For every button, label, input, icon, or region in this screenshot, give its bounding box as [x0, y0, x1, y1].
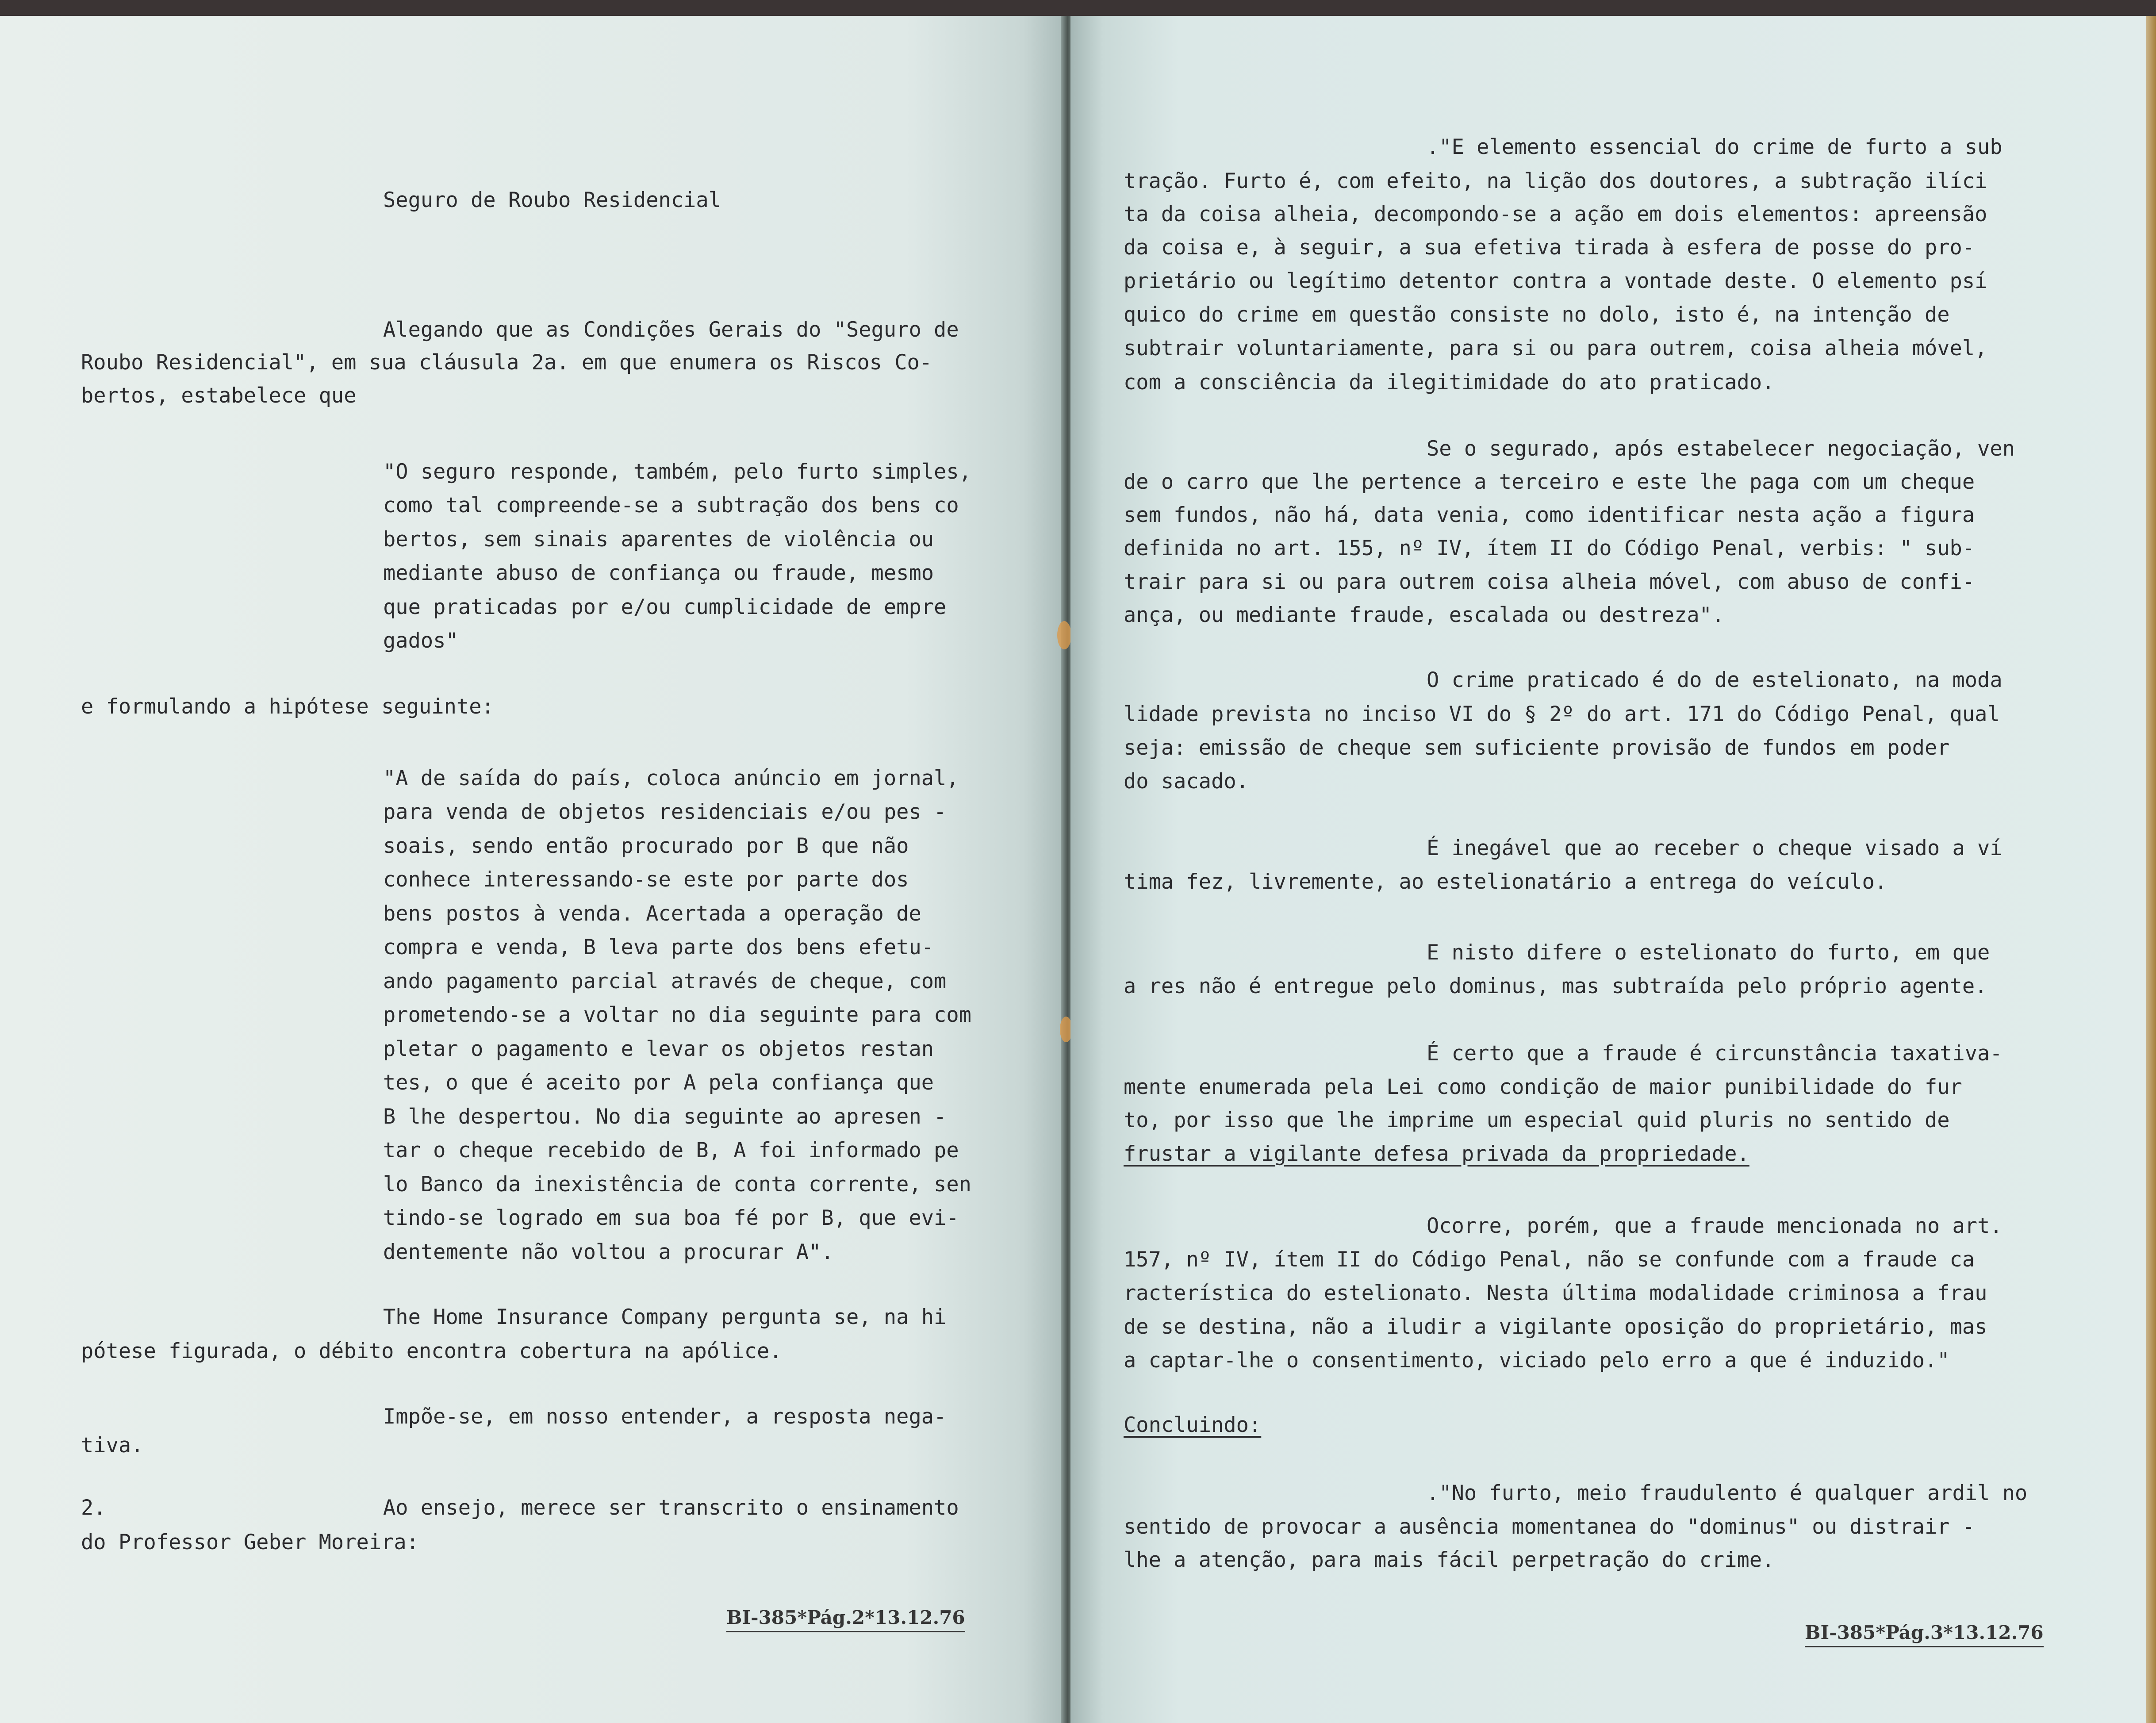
text-line: Impõe-se, em nosso entender, a resposta nega-: [383, 1404, 947, 1429]
text-line: a captar-lhe o consentimento, viciado pelo erro a que é induzido.": [1124, 1348, 1950, 1373]
text-line: bertos, estabelece que: [81, 384, 357, 408]
quote-line: prometendo-se a voltar no dia seguinte para com: [383, 1003, 971, 1027]
text-line: tiva.: [81, 1433, 144, 1458]
text-line: Se o segurado, após estabelecer negociação, ven: [1427, 437, 2015, 461]
quote-line: com a consciência da ilegitimidade do ato praticado.: [1124, 370, 1775, 395]
text-line: trair para si ou para outrem coisa alheia móvel, com abuso de confi-: [1124, 570, 1975, 594]
quote-line: "A de saída do país, coloca anúncio em jornal,: [383, 766, 959, 791]
scan-top-edge: [0, 0, 2156, 16]
document-title: Seguro de Roubo Residencial: [383, 188, 721, 212]
text-line: ança, ou mediante fraude, escalada ou destreza".: [1124, 603, 1725, 627]
quote-line: dentemente não voltou a procurar A".: [383, 1240, 834, 1264]
text-line: É certo que a fraude é circunstância taxativa-: [1427, 1041, 2003, 1066]
text-line: O crime praticado é do de estelionato, na moda: [1427, 668, 2003, 692]
quote-line: tar o cheque recebido de B, A foi informado pe: [383, 1138, 959, 1163]
text-line: sem fundos, não há, data venia, como identificar nesta ação a figura: [1124, 503, 1975, 527]
quote-line: lhe a atenção, para mais fácil perpetração do crime.: [1124, 1548, 1775, 1572]
quote-line: bens postos à venda. Acertada a operação de: [383, 902, 921, 926]
text-line: seja: emissão de cheque sem suficiente provisão de fundos em poder: [1124, 736, 1950, 760]
text-line: a res não é entregue pelo dominus, mas subtraída pelo próprio agente.: [1124, 974, 1987, 998]
quote-line: como tal compreende-se a subtração dos bens co: [383, 493, 959, 518]
quote-line: compra e venda, B leva parte dos bens efetu-: [383, 935, 934, 959]
quote-line: bertos, sem sinais aparentes de violência ou: [383, 527, 934, 552]
right-page: [1070, 16, 2156, 1723]
quote-line: sentido de provocar a ausência momentanea do "dominus" ou distrair -: [1124, 1515, 1975, 1539]
quote-line: tes, o que é aceito por A pela confiança que: [383, 1071, 934, 1095]
quote-line: subtrair voluntariamente, para si ou para outrem, coisa alheia móvel,: [1124, 336, 1987, 361]
left-page: [0, 16, 1066, 1723]
quote-line: mediante abuso de confiança ou fraude, mesmo: [383, 561, 934, 585]
text-line: racterística do estelionato. Nesta última modalidade criminosa a frau: [1124, 1281, 1987, 1305]
quote-line: para venda de objetos residenciais e/ou pes -: [383, 800, 947, 824]
quote-line: B lhe despertou. No dia seguinte ao apresen -: [383, 1105, 947, 1129]
quote-line: "O seguro responde, também, pelo furto simples,: [383, 460, 971, 484]
quote-line: pletar o pagamento e levar os objetos restan: [383, 1037, 934, 1061]
text-line: E nisto difere o estelionato do furto, em que: [1427, 940, 1990, 965]
text-line-underlined: frustar a vigilante defesa privada da propriedade.: [1124, 1142, 1749, 1166]
quote-line: ."No furto, meio fraudulento é qualquer ardil no: [1427, 1481, 2028, 1505]
section-number: 2.: [81, 1496, 106, 1520]
quote-line: gados": [383, 629, 458, 653]
quote-line: que praticadas por e/ou cumplicidade de empre: [383, 595, 947, 619]
quote-line: tração. Furto é, com efeito, na lição dos doutores, a subtração ilíci: [1124, 169, 1987, 193]
quote-line: da coisa e, à seguir, a sua efetiva tirada à esfera de posse do pro-: [1124, 235, 1975, 260]
text-line: Ao ensejo, merece ser transcrito o ensinamento: [383, 1496, 959, 1520]
text-line: mente enumerada pela Lei como condição de maior punibilidade do fur: [1124, 1075, 1962, 1099]
text-line: É inegável que ao receber o cheque visado a ví: [1427, 836, 2003, 860]
text-line: definida no art. 155, nº IV, ítem II do Código Penal, verbis: " sub-: [1124, 536, 1975, 560]
open-book-spread: [0, 16, 2156, 1723]
text-line: to, por isso que lhe imprime um especial quid pluris no sentido de: [1124, 1108, 1950, 1132]
page-footer: BI-385*Pág.2*13.12.76: [726, 1607, 965, 1632]
quote-line: ta da coisa alheia, decompondo-se a ação em dois elementos: apreensão: [1124, 202, 1987, 226]
text-line: Roubo Residencial", em sua cláusula 2a. em que enumera os Riscos Co-: [81, 350, 932, 375]
quote-line: prietário ou legítimo detentor contra a vontade deste. O elemento psí: [1124, 269, 1987, 293]
text-line: e formulando a hipótese seguinte:: [81, 695, 494, 719]
quote-line: ando pagamento parcial através de cheque, com: [383, 969, 947, 994]
quote-line: conhece interessando-se este por parte dos: [383, 867, 909, 892]
text-line: de o carro que lhe pertence a terceiro e este lhe paga com um cheque: [1124, 470, 1975, 494]
text-line: tima fez, livremente, ao estelionatário a entrega do veículo.: [1124, 870, 1887, 894]
text-line: lidade prevista no inciso VI do § 2º do art. 171 do Código Penal, qual: [1124, 702, 2000, 726]
section-heading: Concluindo:: [1124, 1413, 1262, 1437]
quote-line: quico do crime em questão consiste no dolo, isto é, na intenção de: [1124, 303, 1950, 327]
quote-line: ."E elemento essencial do crime de furto a sub: [1427, 135, 2003, 159]
text-line: do Professor Geber Moreira:: [81, 1530, 419, 1554]
book-cover-edge: [2146, 16, 2156, 1723]
text-line: The Home Insurance Company pergunta se, na hi: [383, 1305, 947, 1329]
text-line: de se destina, não a iludir a vigilante oposição do proprietário, mas: [1124, 1315, 1987, 1339]
page-footer: BI-385*Pág.3*13.12.76: [1805, 1622, 2044, 1647]
text-line: Alegando que as Condições Gerais do "Seguro de: [383, 318, 959, 342]
text-line: 157, nº IV, ítem II do Código Penal, não se confunde com a fraude ca: [1124, 1247, 1975, 1272]
text-line: do sacado.: [1124, 769, 1249, 794]
quote-line: tindo-se logrado em sua boa fé por B, que evi-: [383, 1206, 959, 1230]
quote-line: soais, sendo então procurado por B que não: [383, 834, 909, 858]
paper-stain: [1057, 621, 1071, 649]
text-line: pótese figurada, o débito encontra cobertura na apólice.: [81, 1339, 782, 1363]
quote-line: lo Banco da inexistência de conta corrente, sen: [383, 1172, 971, 1197]
text-line: Ocorre, porém, que a fraude mencionada no art.: [1427, 1214, 2003, 1238]
